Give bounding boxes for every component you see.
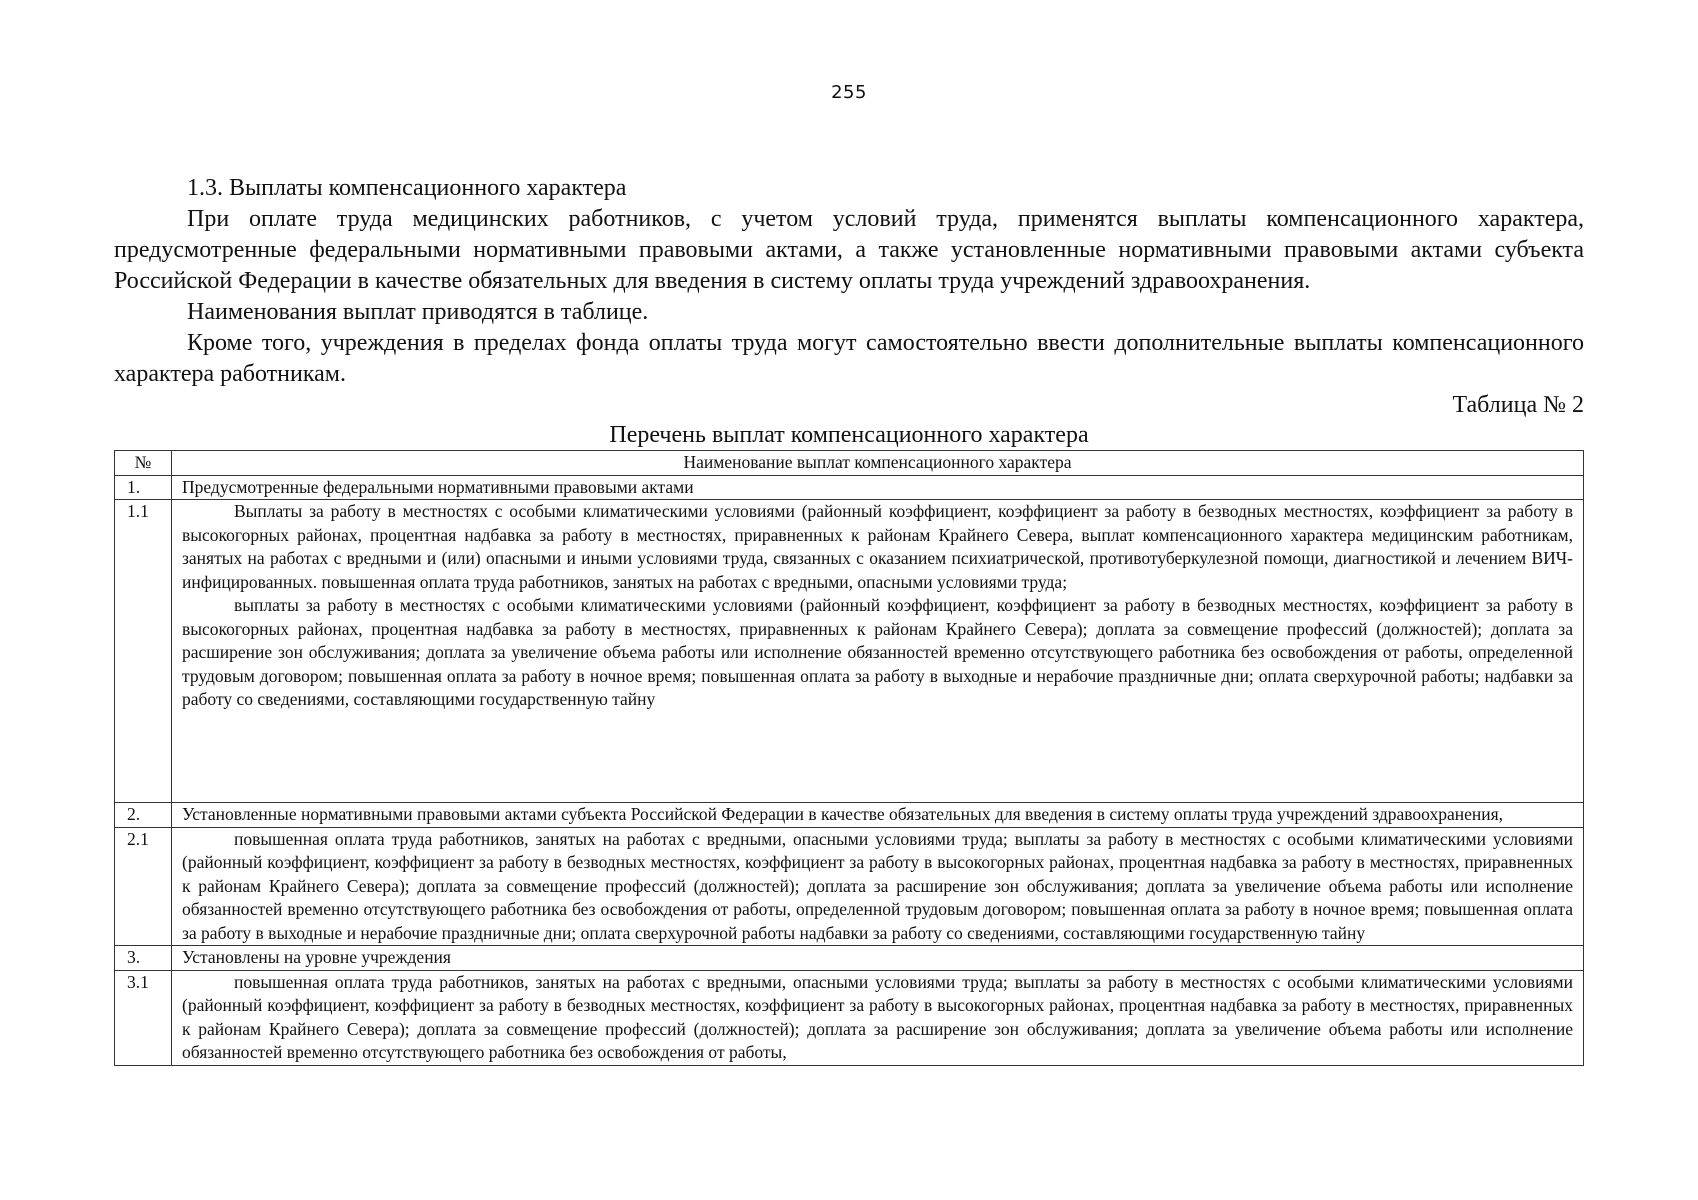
row-text — [172, 500, 1584, 803]
page-content — [114, 173, 1584, 1066]
row-paragraph: Установленные нормативными правовыми актами субъекта Российской Федерации в качестве обязательных для введения в систему оплаты труда учреждений здравоохранения, — [182, 804, 1504, 824]
row-number: 3.1 — [115, 970, 172, 1065]
table-row — [115, 970, 1584, 1065]
row-paragraph: повышенная оплата труда работников, занятых на работах с вредными, опасными условиями труда; выплаты за работу в местностях с особыми климатическими условиями (районный коэффициент, коэффициент за работу в безводных местностях, коэффициент за работу в высокогорных районах, процентная надбавка за работу в местностях, приравненных к районам Крайнего Севера); доплата за совмещение профессий (должностей); доплата за расширение зон обслуживания; доплата за увеличение объема работы или исполнение обязанностей временно отсутствующего работника без освобождения от работы, — [182, 971, 1573, 1062]
row-text: Установлены на уровне учреждения — [172, 946, 1584, 971]
paragraph-intro: При оплате труда медицинских работников, с учетом условий труда, применятся выплаты компенсационного характера, предусмотренные федеральными нормативными правовыми актами, а также установленные нормативными правовыми актами субъекта Российской Федерации в качестве обязательных для введения в систему оплаты труда учреждений здравоохранения. — [114, 206, 1584, 294]
row-paragraph: повышенная оплата труда работников, занятых на работах с вредными, опасными условиями труда; выплаты за работу в местностях с особыми климатическими условиями (районный коэффициент, коэффициент за работу в безводных местностях, коэффициент за работу в высокогорных районах, процентная надбавка за работу в местностях, приравненных к районам Крайнего Севера); доплата за совмещение профессий (должностей); доплата за расширение зон обслуживания; доплата за увеличение объема работы или исполнение обязанностей временно отсутствующего работника без освобождения от работы, определенной трудовым договором; повышенная оплата за работу в ночное время; повышенная оплата за работу в выходные и нерабочие праздничные дни; оплата сверхурочной работы надбавки за работу со сведениями, составляющими государственную тайну — [182, 828, 1573, 943]
table-header-row — [115, 451, 1584, 476]
row-paragraph: выплаты за работу в местностях с особыми климатическими условиями (районный коэффициент, коэффициент за работу в безводных местностях, коэффициент за работу в высокогорных районах, процентная надбавка за работу в местностях, приравненных к районам Крайнего Севера); доплата за совмещение профессий (должностей); доплата за расширение зон обслуживания; доплата за увеличение объема работы или исполнение обязанностей временно отсутствующего работника без освобождения от работы, определенной трудовым договором; повышенная оплата за работу в ночное время; повышенная оплата за работу в выходные и нерабочие праздничные дни; оплата сверхурочной работы; надбавки за работу со сведениями, составляющими государственную тайну — [182, 595, 1573, 709]
row-text — [172, 803, 1584, 828]
row-number: 1. — [115, 475, 172, 500]
table-row — [115, 946, 1584, 971]
table-label: Таблица № 2 — [1452, 392, 1584, 418]
table-row — [115, 475, 1584, 500]
row-text — [172, 970, 1584, 1065]
page-number: 255 — [831, 82, 867, 103]
table-title: Перечень выплат компенсационного характера — [609, 422, 1089, 448]
header-number: № — [115, 451, 172, 476]
row-number: 1.1 — [115, 500, 172, 803]
table-row — [115, 827, 1584, 946]
table-row — [115, 500, 1584, 803]
payments-table — [114, 450, 1584, 1066]
row-number: 2. — [115, 803, 172, 828]
row-paragraph: Выплаты за работу в местностях с особыми климатическими условиями (районный коэффициент, коэффициент за работу в безводных местностях, коэффициент за работу в высокогорных районах, процентная надбавка за работу в местностях, приравненных к районам Крайнего Севера, выплат компенсационного характера медицинским работникам, занятых на работах с вредными и (или) опасными и иными условиями труда, связанных с оказанием психиатрической, противотуберкулезной помощи, диагностикой и лечением ВИЧ-инфицированных. повышенная оплата труда работников, занятых на работах с вредными, опасными условиями труда; — [182, 501, 1573, 592]
row-text — [172, 827, 1584, 946]
row-number: 3. — [115, 946, 172, 971]
header-name: Наименование выплат компенсационного характера — [172, 451, 1584, 476]
paragraph-table-note: Наименования выплат приводятся в таблице. — [187, 299, 649, 325]
row-text: Предусмотренные федеральными нормативными правовыми актами — [172, 475, 1584, 500]
row-number: 2.1 — [115, 827, 172, 946]
table-row — [115, 803, 1584, 828]
paragraph-additional: Кроме того, учреждения в пределах фонда оплаты труда могут самостоятельно ввести дополнительные выплаты компенсационного характера работникам. — [114, 330, 1584, 387]
section-heading: 1.3. Выплаты компенсационного характера — [187, 175, 627, 201]
